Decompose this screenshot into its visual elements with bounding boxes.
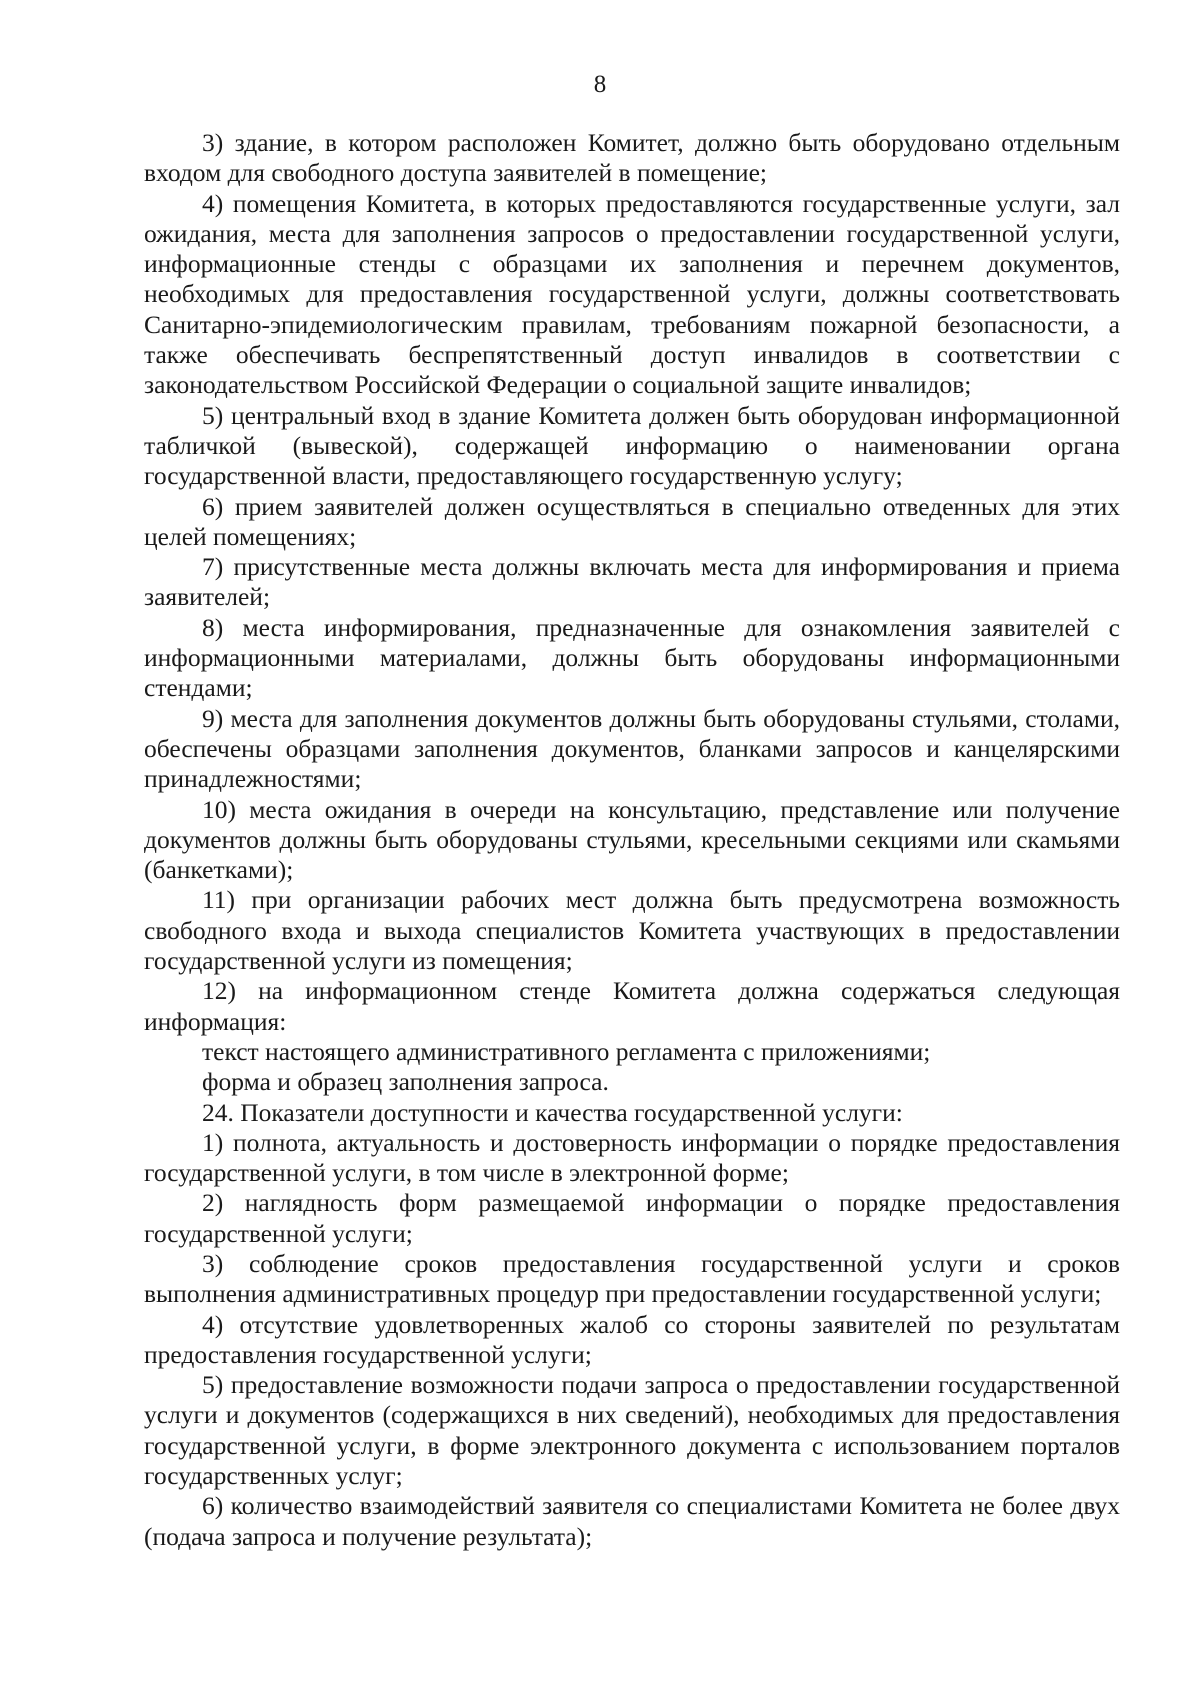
paragraph-item-9-form-filling-places: 9) места для заполнения документов должны быть оборудованы стульями, столами, обеспечены образцами заполнения документов, бланками запросов и канцелярскими принадлежностями;: [144, 703, 1120, 794]
paragraph-indicator-1-information-completeness: 1) полнота, актуальность и достоверность информации о порядке предоставления государственной услуги, в том числе в электронной форме;: [144, 1127, 1120, 1188]
page-number: 8: [593, 71, 607, 98]
paragraph-item-12-information-stand: 12) на информационном стенде Комитета должна содержаться следующая информация:: [144, 976, 1120, 1036]
paragraph-item-11-workplaces: 11) при организации рабочих мест должна быть предусмотрена возможность свободного входа и выхода специалистов Комитета участвующих в предоставлении государственной услуги из помещения;: [144, 885, 1120, 976]
paragraph-indicator-6-interactions-count: 6) количество взаимодействий заявителя со специалистами Комитета не более двух (подача запроса и получение результата);: [144, 1491, 1120, 1551]
document-body: [144, 128, 1120, 1552]
paragraph-stand-item-request-form: форма и образец заполнения запроса.: [202, 1067, 609, 1097]
paragraph-item-8-information-places: 8) места информирования, предназначенные для ознакомления заявителей с информационными материалами, должны быть оборудованы информационными стендами;: [144, 612, 1120, 703]
paragraph-item-10-waiting-places: 10) места ожидания в очереди на консультацию, представление или получение документов должны быть оборудованы стульями, кресельными секциями или скамьями (банкетками);: [144, 794, 1120, 885]
paragraph-indicator-5-electronic-request: 5) предоставление возможности подачи запроса о предоставлении государственной услуги и документов (содержащихся в них сведений), необходимых для предоставления государственной услуги, в форме электронного документа с использованием порталов государственных услуг;: [144, 1370, 1120, 1491]
paragraph-item-5-central-entrance: 5) центральный вход в здание Комитета должен быть оборудован информационной табличкой (вывеской), содержащей информацию о наименовании органа государственной власти, предоставляющего государственную услугу;: [144, 400, 1120, 491]
paragraph-indicator-3-deadlines: 3) соблюдение сроков предоставления государственной услуги и сроков выполнения административных процедур при предоставлении государственной услуги;: [144, 1248, 1120, 1309]
paragraph-item-4-premises-requirements: 4) помещения Комитета, в которых предоставляются государственные услуги, зал ожидания, места для заполнения запросов о предоставлении государственной услуги, информационные стенды с образцами их заполнения и перечнем документов, необходимых для предоставления государственной услуги, должны соответствовать Санитарно-эпидемиологическим правилам, требованиям пожарной безопасности, а также обеспечивать беспрепятственный доступ инвалидов в соответствии с законодательством Российской Федерации о социальной защите инвалидов;: [144, 188, 1120, 400]
paragraph-indicator-2-information-clarity: 2) наглядность форм размещаемой информации о порядке предоставления государственной услуги;: [144, 1188, 1120, 1248]
paragraph-section-24-heading: 24. Показатели доступности и качества государственной услуги:: [202, 1097, 903, 1127]
paragraph-item-6-reception: 6) прием заявителей должен осуществляться в специально отведенных для этих целей помещениях;: [144, 491, 1120, 551]
paragraph-stand-item-regulation-text: текст настоящего административного регламента с приложениями;: [202, 1036, 931, 1066]
paragraph-item-3-building-entrance: 3) здание, в котором расположен Комитет, должно быть оборудовано отдельным входом для свободного доступа заявителей в помещение;: [144, 128, 1120, 188]
paragraph-indicator-4-no-complaints: 4) отсутствие удовлетворенных жалоб со стороны заявителей по результатам предоставления государственной услуги;: [144, 1309, 1120, 1369]
paragraph-item-7-attendance-places: 7) присутственные места должны включать места для информирования и приема заявителей;: [144, 552, 1120, 612]
